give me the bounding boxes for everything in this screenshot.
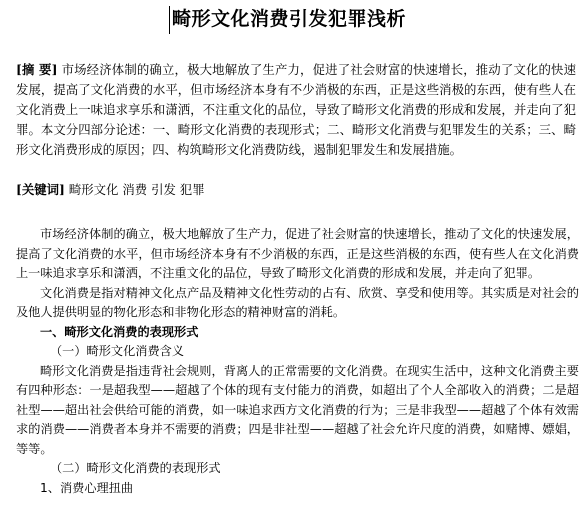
body-paragraph-3: 畸形文化消费是指违背社会规则，背离人的正常需要的文化消费。在现实生活中，这种文化消费主要有四种形态：一是超我型——超越了个体的现有支付能力的消费，如超出了个人全部收入的消费；二是超社型——超出社会供给可能的消费，如一味追求西方文化消费的行为；三是非我型——超越了个体有效需求的消费——消费者本身并不需要的消费；四是非社型——超越了社会允许尺度的消费，如赌博、嫖娼，等等。 bbox=[16, 363, 579, 456]
body-paragraph-2: 文化消费是指对精神文化点产品及精神文化性劳动的占有、欣赏、享受和使用等。其实质是对社会的及他人提供明显的物化形态和非物化形态的精神财富的消耗。 bbox=[16, 285, 579, 319]
keywords-label: [关键词] bbox=[16, 182, 65, 197]
subsection-heading-1-1: （一）畸形文化消费含义 bbox=[50, 344, 185, 358]
subsection-heading-1-2: （二）畸形文化消费的表现形式 bbox=[50, 461, 221, 475]
body-paragraph-1: 市场经济体制的确立，极大地解放了生产力，促进了社会财富的快速增长，推动了文化的快速发展，提高了文化消费的水平，但市场经济本身有不少消极的东西，正是这些消极的东西，使有些人在文化消费上一味追求享乐和潇洒，不注重文化的品位，导致了畸形文化消费的形成和发展，并走向了犯罪。 bbox=[16, 227, 579, 280]
abstract-paragraph bbox=[16, 60, 576, 160]
text-cursor bbox=[169, 6, 170, 34]
sub-item-1: 1、消费心理扭曲 bbox=[40, 480, 134, 495]
keywords-line bbox=[16, 180, 205, 200]
section-heading-1: 一、畸形文化消费的表现形式 bbox=[40, 324, 199, 339]
body-text bbox=[16, 225, 579, 498]
abstract-text: 市场经济体制的确立，极大地解放了生产力，促进了社会财富的快速增长，推动了文化的快速发展，提高了文化消费的水平，但市场经济本身有不少消极的东西，正是这些消极的东西，使有些人在文化消费上一味追求享乐和潇洒，不注重文化的品位，导致了畸形文化消费的形成和发展，并走向了犯罪。本文分四部分论述：一、畸形文化消费的表现形式；二、畸形文化消费与犯罪发生的关系；三、畸形文化消费形成的原因；四、构筑畸形文化消费防线，遏制犯罪发生和发展措施。 bbox=[16, 62, 576, 157]
keywords-text: 畸形文化 消费 引发 犯罪 bbox=[68, 182, 205, 197]
abstract-label: [摘 要] bbox=[16, 62, 58, 77]
page-title: 畸形文化消费引发犯罪浅析 bbox=[172, 8, 407, 30]
